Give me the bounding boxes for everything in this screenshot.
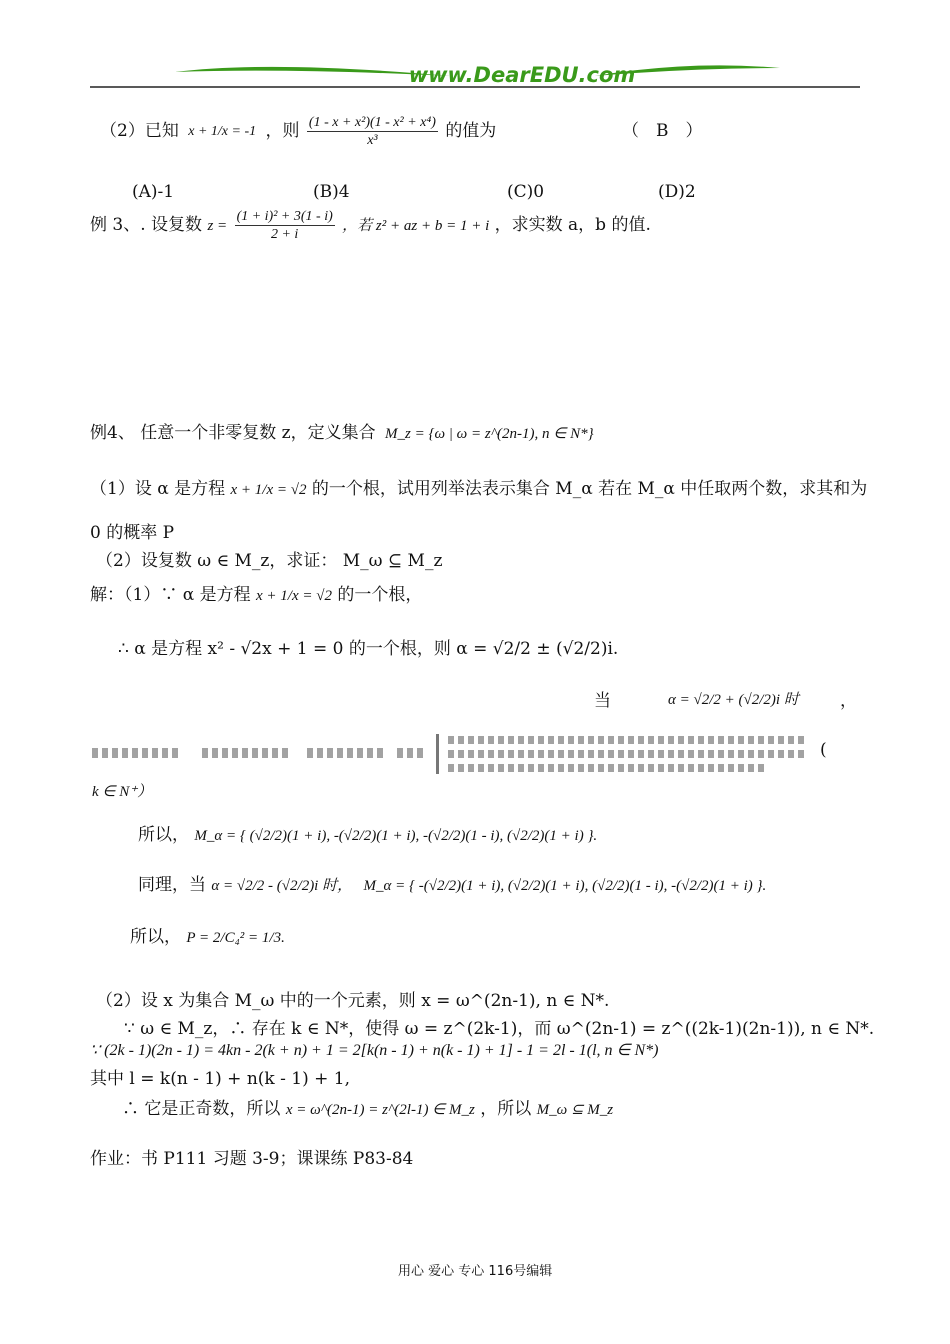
ex4-part1-cont: 0 的概率 P: [90, 523, 175, 543]
homework: 作业：书 P111 习题 3-9；课课练 P83-84: [90, 1149, 414, 1169]
option-c: (C)0: [507, 182, 545, 202]
k-domain: k ∈ N⁺）: [92, 784, 153, 800]
probability-result: 所以， P = 2/C₄² = 1/3.: [130, 927, 285, 947]
set-definition: M_z = {ω | ω = z^(2n-1), n ∈ N*}: [385, 426, 594, 442]
solution-step-2: ∴ α 是方程 x² - √2x + 1 = 0 的一个根，则 α = √2/2 ± (√2/2)i.: [118, 639, 619, 659]
solution-part2-3: ∵ (2k - 1)(2n - 1) = 4kn - 2(k + n) + 1 = 2[k(n - 1) + n(k - 1) + 1] - 1 = 2l - 1(l, n ∈ N*): [90, 1042, 659, 1059]
solution-part2-2: ∵ ω ∈ M_z，∴ 存在 k ∈ N*，使得 ω = z^(2k-1)，而 ω^(2n-1) = z^((2k-1)(2n-1)), n ∈ N*.: [124, 1019, 875, 1039]
site-logo-text: www.DearEDU.com: [408, 63, 636, 87]
comma: ，: [840, 691, 857, 711]
solution-set-1: 所以， M_α = { (√2/2)(1 + i), -(√2/2)(1 + i), -(√2/2)(1 - i), (√2/2)(1 + i) }.: [138, 825, 598, 845]
footer-text: 用心 爱心 专心 116号编辑: [398, 1264, 553, 1279]
when-label: 当: [594, 691, 611, 711]
solution-step-1: 解：（1）∵ α 是方程 x + 1/x = √2 的一个根，: [90, 585, 423, 605]
ex4-part1: （1）设 α 是方程 x + 1/x = √2 的一个根，试用列举法表示集合 M_α 若在 M_α 中任取两个数，求其和为: [90, 479, 868, 499]
q2-expression: $\frac{\text{(1 - x + x²)(1 - x² + x⁴)}}{\text{x³}}$: [308, 115, 436, 148]
option-d: (D)2: [658, 182, 696, 202]
z-fraction: $\frac{\text{(1 + i)² + 3(1 - i)}}{2 + i}$: [236, 209, 333, 242]
example-3: 例 3、. 设复数 z = $\frac{\text{(1 + i)² + 3(1 - i)}}{2 + i}$ ，若 z² + az + b = 1 + i ，求实数 a，b 的值.: [90, 209, 651, 242]
example-4: 例4、 任意一个非零复数 z，定义集合 M_z = {ω | ω = z^(2n-1), n ∈ N*}: [90, 423, 594, 443]
ex4-part2: （2）设复数 ω ∈ M_z，求证： M_ω ⊆ M_z: [96, 551, 443, 571]
solution-part2-1: （2）设 x 为集合 M_ω 中的一个元素，则 x = ω^(2n-1), n ∈ N*.: [96, 991, 610, 1011]
solution-part2-5: ∴ 它是正奇数，所以 x = ω^(2n-1) = z^(2l-1) ∈ M_z ，所以 M_ω ⊆ M_z: [122, 1099, 614, 1119]
option-a: (A)-1: [132, 182, 175, 202]
q2-answer: （ B ）: [622, 121, 703, 141]
solution-part2-4: 其中 l = k(n - 1) + n(k - 1) + 1,: [90, 1069, 350, 1089]
header-banner: [90, 56, 860, 96]
open-paren: (: [820, 740, 827, 760]
option-b: (B)4: [313, 182, 350, 202]
q2-line: （2）已知 x + 1/x = -1 ，则 $\frac{\text{(1 - x + x²)(1 - x² + x⁴)}}{\text{x³}}$ 的值为: [100, 115, 497, 148]
degraded-formula-line: [92, 734, 812, 774]
alpha-value-1: α = √2/2 + (√2/2)i 时: [668, 692, 799, 708]
solution-set-2: 同理，当 α = √2/2 - (√2/2)i 时， M_α = { -(√2/2)(1 + i), (√2/2)(1 + i), (√2/2)(1 - i), -(√2/2)(1 + i) }.: [138, 875, 767, 895]
